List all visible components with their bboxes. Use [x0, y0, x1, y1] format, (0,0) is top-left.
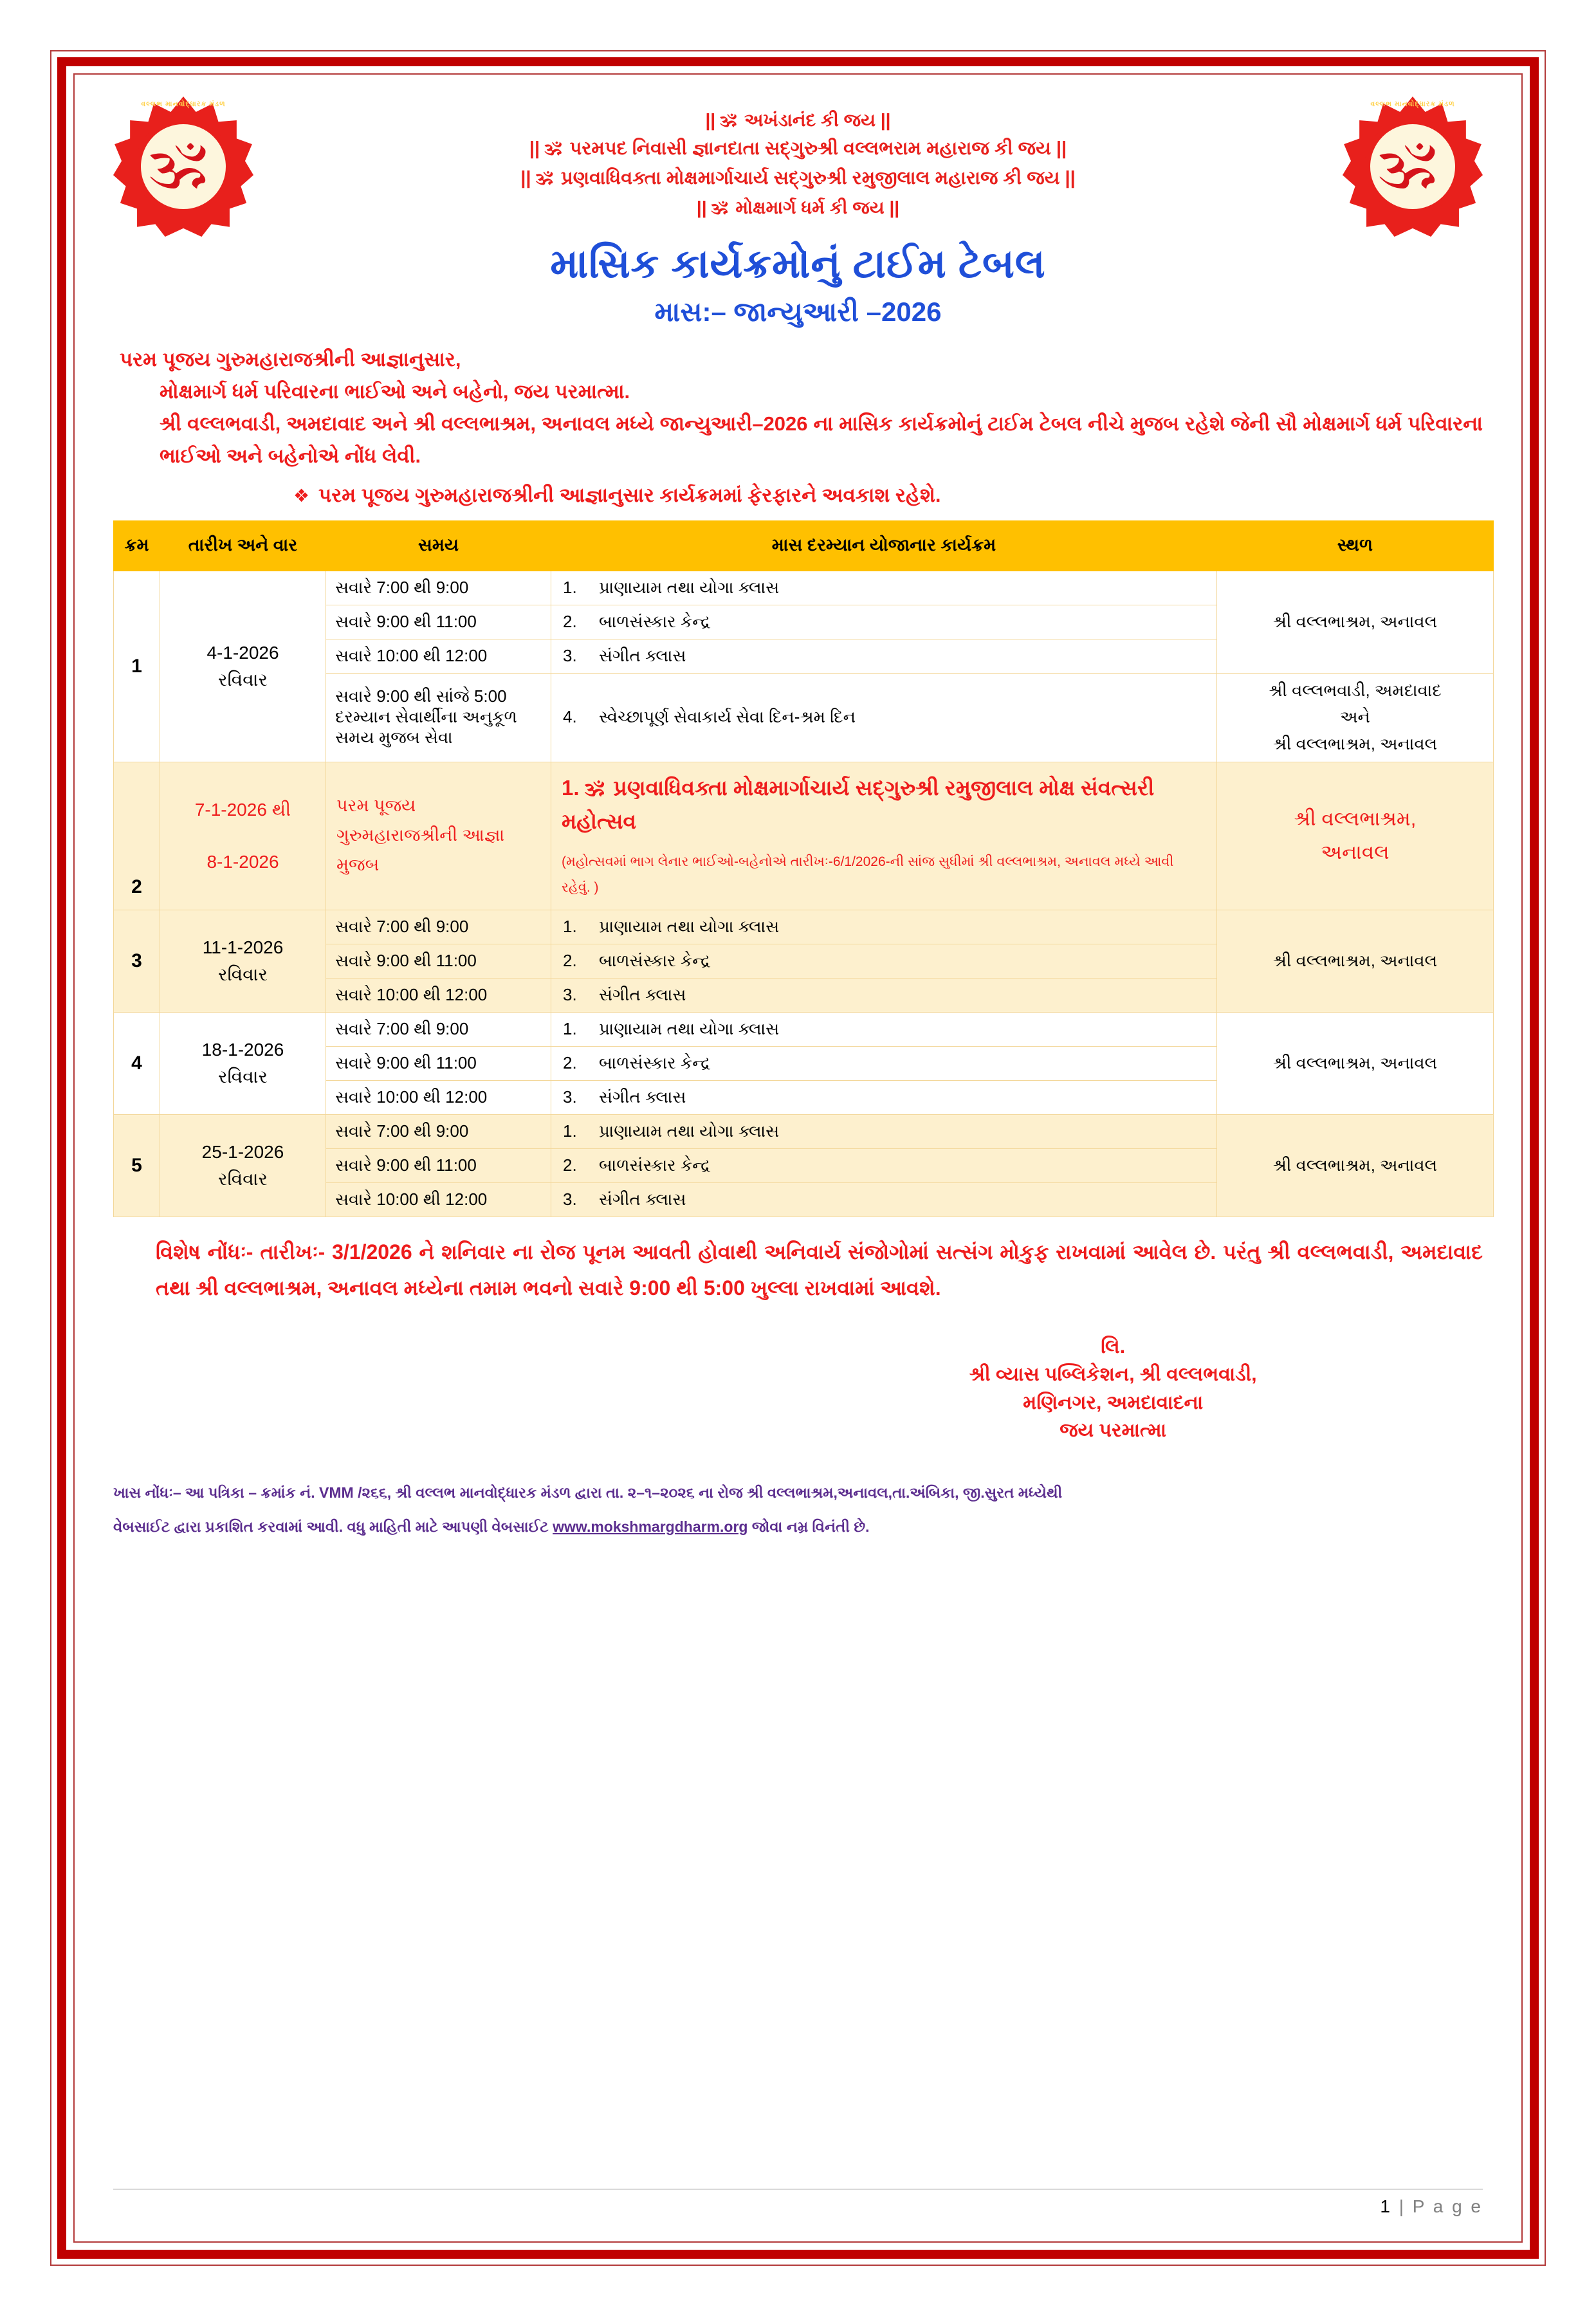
row-festival-program: [551, 762, 1217, 910]
row-time: સવારે 10:00 થી 12:00: [326, 978, 551, 1012]
row-program: [551, 605, 1217, 639]
publication-note-line-2: [113, 1510, 1483, 1544]
page-title: માસિક કાર્યક્રમોનું ટાઈમ ટેબલ: [550, 241, 1046, 286]
signature-line-3: મણિનગર, અમદાવાદના: [1023, 1392, 1204, 1413]
invocation-line-1: || ॐ અખંડાનંદ કી જય ||: [705, 110, 891, 130]
publication-note-prefix: વેબસાઈટ દ્વારા પ્રકાશિત કરવામાં આવી. વધુ માહિતી માટે આપણી વેબસાઈટ: [113, 1518, 553, 1535]
program-label: સંગીત ક્લાસ: [599, 984, 686, 1004]
table-row: [114, 1114, 1494, 1148]
row-time: સવારે 10:00 થી 12:00: [326, 1182, 551, 1217]
page-label: P a g e: [1412, 2196, 1483, 2216]
table-header-row: [114, 520, 1494, 571]
row-time: સવારે 7:00 થી 9:00: [326, 1114, 551, 1148]
table-row: [114, 910, 1494, 944]
row-time: સવારે 9:00 થી 11:00: [326, 944, 551, 978]
row-serial-number: 1: [114, 571, 160, 762]
row-program: [551, 639, 1217, 673]
row-place: શ્રી વલ્લભાશ્રમ, અનાવલ: [1217, 1012, 1494, 1114]
program-index: 1.: [563, 1121, 577, 1141]
col-header-date: તારીખ અને વાર: [160, 520, 326, 571]
row-place: શ્રી વલ્લભાશ્રમ, અનાવલ: [1217, 571, 1494, 673]
row-date: 11-1-2026 રવિવાર: [160, 910, 326, 1012]
emblem-arc-text-right: વલ્લભ માનવોદ્ધારક મંડળ: [1370, 100, 1455, 108]
document-header: [113, 96, 1483, 328]
intro-line-2: મોક્ષમાર્ગ ધર્મ પરિવારના ભાઈઓ અને બહેનો, જય પરમાત્મા.: [160, 380, 630, 403]
program-index: 2.: [563, 611, 577, 631]
program-label: સંગીત ક્લાસ: [599, 1087, 686, 1107]
program-label: સંગીત ક્લાસ: [599, 1189, 686, 1209]
festival-note: (મહોત્સવમાં ભાગ લેનાર ભાઈઓ-બહેનોએ તારીખઃ-6/1/2026-ની સાંજ સુધીમાં શ્રી વલ્લભાશ્રમ, અનાવલ મધ્યે આવી રહેવું. ): [562, 854, 1174, 896]
header-center-block: [253, 96, 1343, 328]
program-label: સ્વેચ્છાપૂર્ણ સેવાકાર્ય સેવા દિન-શ્રમ દિન: [599, 707, 856, 727]
row-time: સવારે 9:00 થી સાંજે 5:00 દરમ્યાન સેવાર્થીના અનુકૂળ સમય મુજબ સેવા: [326, 673, 551, 762]
invocation-line-3: || ॐ પ્રણવાધિવક્તા મોક્ષમાર્ગાચાર્ય સદ્‌ગુરુશ્રી રમુજીલાલ મહારાજ કી જય ||: [520, 168, 1076, 189]
emblem-arc-text-left: વલ્લભ માનવોદ્ધારક મંડળ: [141, 100, 226, 108]
program-index: 2.: [563, 950, 577, 970]
om-emblem-left-logo: [113, 96, 253, 237]
program-index: 1.: [563, 577, 577, 597]
signature-line-1: લિ.: [1101, 1336, 1126, 1357]
emblem-ring-right: [1364, 118, 1461, 215]
page-footer: [113, 2189, 1483, 2217]
invocation-line-4: || ॐ મોક્ષમાર્ગ ધર્મ કી જય ||: [696, 198, 900, 218]
page-number: 1: [1380, 2196, 1392, 2216]
row-time: સવારે 7:00 થી 9:00: [326, 1012, 551, 1046]
page-content: [84, 84, 1512, 2232]
row-time: સવારે 7:00 થી 9:00: [326, 910, 551, 944]
row-program: [551, 571, 1217, 605]
row-place: શ્રી વલ્લભાશ્રમ, અનાવલ: [1217, 1114, 1494, 1217]
schedule-table-head: [114, 520, 1494, 571]
program-label: પ્રાણાયામ તથા યોગા ક્લાસ: [599, 1018, 780, 1038]
intro-line-3: શ્રી વલ્લભવાડી, અમદાવાદ અને શ્રી વલ્લભાશ્રમ, અનાવલ મધ્યે જાન્યુઆરી–2026 ના માસિક કાર્યક્રમોનું ટાઈમ ટેબલ નીચે મુજબ રહેશે જેની સૌ મોક્ષમાર્ગ ધર્મ પરિવારના ભાઈઓ અને બહેનોએ નોંધ લેવી.: [160, 412, 1483, 468]
row-time: સવારે 10:00 થી 12:00: [326, 1080, 551, 1114]
row-program: [551, 1148, 1217, 1182]
special-note-paragraph: વિશેષ નોંધઃ- તારીખઃ- 3/1/2026 ને શનિવાર ના રોજ પૂનમ આવતી હોવાથી અનિવાર્ય સંજોગોમાં સત્સંગ મોકુફ રાખવામાં આવેલ છે. પરંતુ શ્રી વલ્લભવાડી, અમદાવાદ તથા શ્રી વલ્લભાશ્રમ, અનાવલ મધ્યેના તમામ ભવનો સવારે 9:00 થી 5:00 ખુલ્લા રાખવામાં આવશે.: [156, 1240, 1483, 1300]
row-serial-number: 2: [114, 762, 160, 910]
publication-note-line-1: ખાસ નોંધઃ– આ પત્રિકા – ક્રમાંક નં. VMM /૨૬૬, શ્રી વલ્લભ માનવોદ્ધારક મંડળ દ્વારા તા. ૨–૧–૨૦૨૬ ના રોજ શ્રી વલ્લભાશ્રમ,અનાવલ,તા.અંબિકા, જી.સુરત મધ્યેથી: [113, 1484, 1063, 1501]
program-label: પ્રાણાયામ તથા યોગા ક્લાસ: [599, 577, 780, 597]
row-date: 18-1-2026 રવિવાર: [160, 1012, 326, 1114]
program-index: 1.: [563, 916, 577, 936]
row-program: [551, 944, 1217, 978]
om-emblem-right-logo: [1343, 96, 1483, 237]
col-header-place: સ્થળ: [1217, 520, 1494, 571]
program-label: બાળસંસ્કાર કેન્દ્ર: [599, 1052, 711, 1072]
row-time: સવારે 9:00 થી 11:00: [326, 1148, 551, 1182]
row-program: [551, 1046, 1217, 1080]
table-row: [114, 1012, 1494, 1046]
invocation-line-2: || ॐ પરમપદ નિવાસી જ્ઞાનદાતા સદ્‌ગુરુશ્રી વલ્લભરામ મહારાજ કી જય ||: [529, 138, 1067, 160]
row-program: [551, 1182, 1217, 1217]
row-program: [551, 978, 1217, 1012]
row-date: 4-1-2026 રવિવાર: [160, 571, 326, 762]
row-time: સવારે 9:00 થી 11:00: [326, 605, 551, 639]
row-serial-number: 5: [114, 1114, 160, 1217]
program-index: 1.: [563, 1018, 577, 1038]
publication-note: [113, 1476, 1483, 1544]
om-icon-right: ॐ: [1379, 128, 1446, 201]
row-date-range: 7-1-2026 થી 8-1-2026: [160, 762, 326, 910]
table-row: [114, 571, 1494, 605]
program-index: 3.: [563, 1087, 577, 1107]
intro-line-1: પરમ પૂજય ગુરુમહારાજશ્રીની આજ્ઞાનુસાર,: [120, 347, 461, 371]
program-label: સંગીત ક્લાસ: [599, 645, 686, 665]
row-date: 25-1-2026 રવિવાર: [160, 1114, 326, 1217]
row-program: [551, 1012, 1217, 1046]
row-place: શ્રી વલ્લભાશ્રમ, અનાવલ: [1217, 910, 1494, 1012]
row-order-text: પરમ પૂજય ગુરુમહારાજશ્રીની આજ્ઞા મુજબ: [326, 762, 551, 910]
om-icon-left: ॐ: [150, 128, 217, 201]
row-program: [551, 673, 1217, 762]
program-index: 3.: [563, 984, 577, 1004]
row-serial-number: 3: [114, 910, 160, 1012]
schedule-table-body: [114, 571, 1494, 1217]
row-time: સવારે 9:00 થી 11:00: [326, 1046, 551, 1080]
schedule-table: [113, 520, 1494, 1217]
table-row: [114, 762, 1494, 910]
intro-bullet-row: [113, 479, 1483, 511]
row-time: સવારે 7:00 થી 9:00: [326, 571, 551, 605]
intro-bullet-text: પરમ પૂજય ગુરુમહારાજશ્રીની આજ્ઞાનુસાર કાર્યક્રમમાં ફેરફારને અવકાશ રહેશે.: [318, 483, 941, 506]
row-place: શ્રી વલ્લભાશ્રમ, અનાવલ: [1217, 762, 1494, 910]
signature-block: [798, 1333, 1428, 1445]
row-place: શ્રી વલ્લભવાડી, અમદાવાદ અને શ્રી વલ્લભાશ્રમ, અનાવલ: [1217, 673, 1494, 762]
diamond-bullet-icon: ❖: [293, 485, 310, 506]
row-serial-number: 4: [114, 1012, 160, 1114]
program-label: બાળસંસ્કાર કેન્દ્ર: [599, 611, 711, 631]
row-program: [551, 910, 1217, 944]
program-index: 4.: [563, 707, 577, 727]
col-header-program: માસ દરમ્યાન યોજાનાર કાર્યક્રમ: [551, 520, 1217, 571]
program-index: 2.: [563, 1052, 577, 1072]
publication-note-suffix: જોવા નમ્ર વિનંતી છે.: [748, 1518, 870, 1535]
program-label: બાળસંસ્કાર કેન્દ્ર: [599, 950, 711, 970]
program-label: બાળસંસ્કાર કેન્દ્ર: [599, 1155, 711, 1175]
program-index: 3.: [563, 645, 577, 665]
intro-paragraph: [113, 344, 1483, 511]
col-header-time: સમય: [326, 520, 551, 571]
col-header-no: ક્રમ: [114, 520, 160, 571]
signature-line-2: શ્રી વ્યાસ પબ્લિકેશન, શ્રી વલ્લભવાડી,: [969, 1364, 1257, 1386]
invocation-block: [253, 106, 1343, 222]
website-link[interactable]: www.mokshmargdharm.org: [553, 1518, 748, 1535]
program-label: પ્રાણાયામ તથા યોગા ક્લાસ: [599, 1121, 780, 1141]
row-program: [551, 1114, 1217, 1148]
page-separator: |: [1399, 2196, 1406, 2216]
program-index: 3.: [563, 1189, 577, 1209]
program-label: પ્રાણાયામ તથા યોગા ક્લાસ: [599, 916, 780, 936]
emblem-ring-left: [135, 118, 232, 215]
festival-title: 1. ॐ પ્રણવાધિવક્તા મોક્ષમાર્ગાચાર્ય સદ્‌ગુરુશ્રી રમુજીલાલ મોક્ષ સંવત્સરી મહોત્સવ: [562, 775, 1155, 834]
row-time: સવારે 10:00 થી 12:00: [326, 639, 551, 673]
page-subtitle-month: માસ:– જાન્યુઆરી –2026: [654, 296, 942, 327]
program-index: 2.: [563, 1155, 577, 1175]
row-program: [551, 1080, 1217, 1114]
signature-line-4: જય પરમાત્મા: [1059, 1420, 1167, 1442]
